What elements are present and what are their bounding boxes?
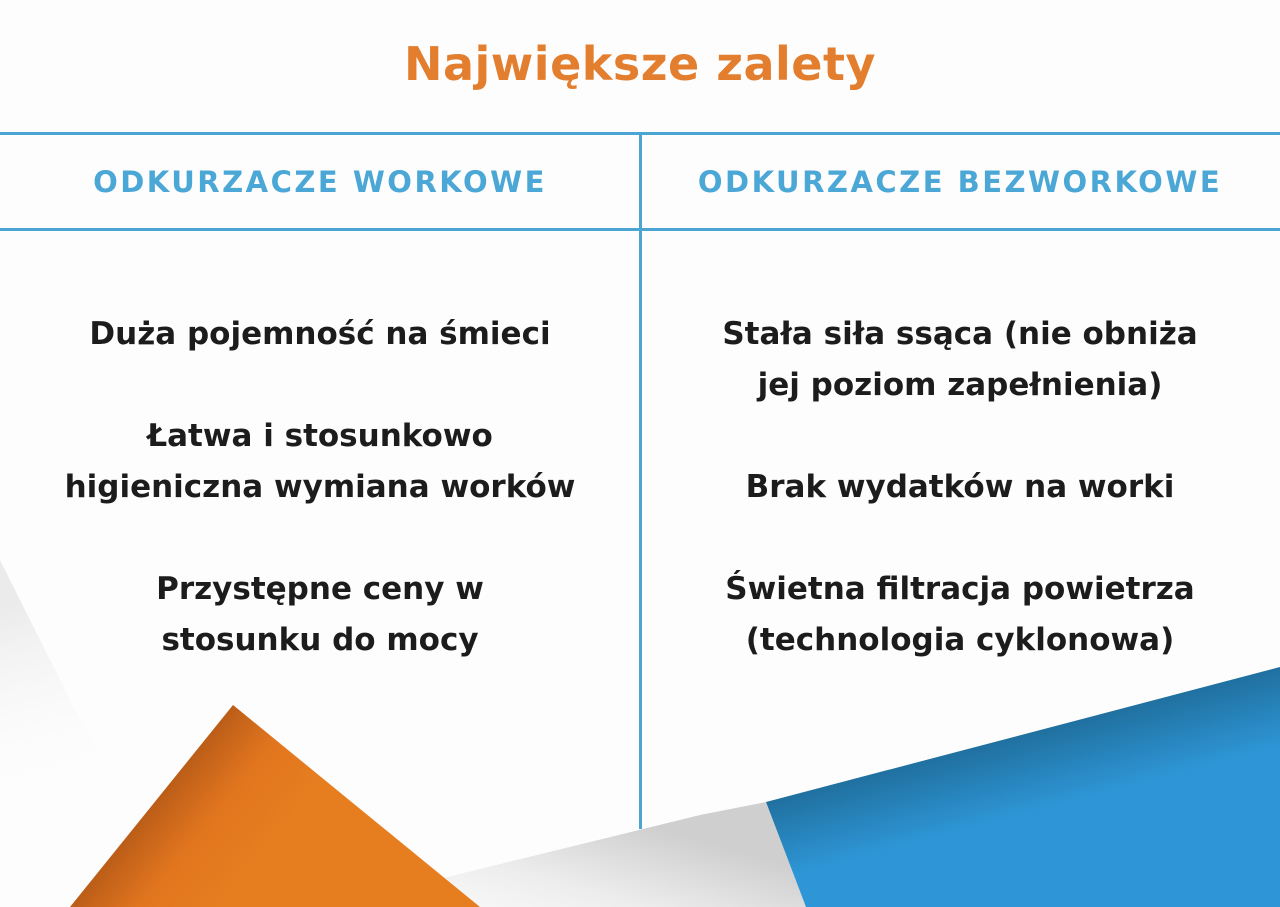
column-headers-row — [0, 135, 1280, 228]
advantage-line: Świetna filtracja powietrza — [725, 571, 1195, 607]
advantage-line: Łatwa i stosunkowo — [147, 418, 493, 454]
advantage-item — [0, 309, 640, 360]
comparison-columns — [0, 309, 1280, 717]
advantage-item — [640, 462, 1280, 513]
advantage-item — [0, 411, 640, 513]
advantage-item — [640, 309, 1280, 411]
column-header-bezworkowe: ODKURZACZE BEZWORKOWE — [697, 164, 1223, 199]
orange-triangle-shape — [70, 705, 480, 907]
advantage-line: jej poziom zapełnienia) — [757, 367, 1163, 403]
advantage-line: higieniczna wymiana worków — [64, 469, 576, 505]
advantage-line: Duża pojemność na śmieci — [89, 316, 551, 352]
advantage-line: Stała siła ssąca (nie obniża — [722, 316, 1198, 352]
column-bezworkowe-items — [640, 309, 1280, 717]
advantage-item — [0, 564, 640, 666]
page-title: Największe zalety — [404, 37, 876, 91]
advantage-line: Brak wydatków na worki — [745, 469, 1175, 505]
advantage-line: Przystępne ceny w — [156, 571, 484, 607]
advantage-line: (technologia cyklonowa) — [745, 622, 1175, 658]
advantage-line: stosunku do mocy — [161, 622, 479, 658]
column-workowe-items — [0, 309, 640, 717]
advantage-item — [640, 564, 1280, 666]
column-header-workowe: ODKURZACZE WORKOWE — [93, 164, 547, 199]
